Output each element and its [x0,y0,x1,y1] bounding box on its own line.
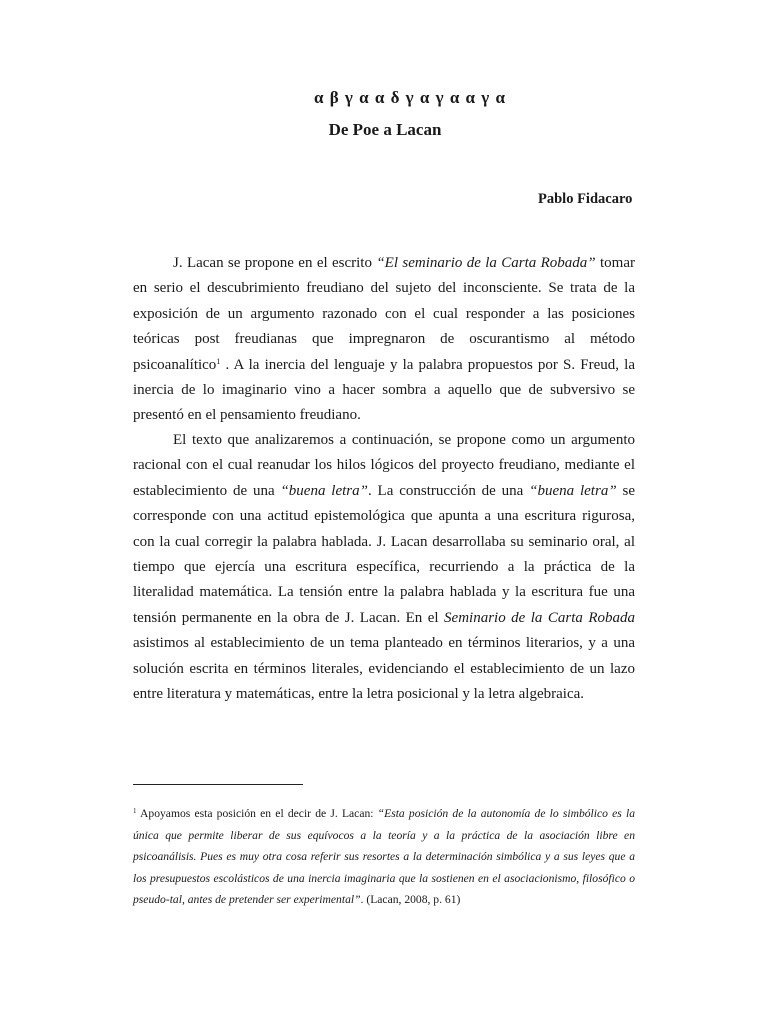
paragraph-2-text-c: se corresponde con una actitud epistemológica que apunta a una escritura rigurosa, con la cual corregir la palabra hablada. J. Lacan desarrollaba su seminario oral, al tiempo que ejercía una escritura específica, recurriendo a la práctica de la literalidad matemática. La tensión entre la palabra hablada y la escritura fue una tensión permanente en la obra de J. Lacan. En el [133,482,635,626]
footnote-text-a: Apoyamos esta posición en el decir de J. Lacan: [136,807,378,820]
paragraph-1-text-b: tomar en serio el descubrimiento freudiano del sujeto del inconsciente. Se trata de la exposición de un argumento razonado con el cual responder a las posiciones teóricas post freudianas que impregnaron de oscurantismo al método psicoanalítico [133,255,636,373]
paragraph-2-text-a: El texto que analizaremos a continuación, se propone como un argumento racional con el cual reanudar los hilos lógicos del proyecto freudiano, mediante el establecimiento de una [133,432,635,499]
footnote-citation: . (Lacan, 2008, p. 61) [360,893,461,906]
paragraph-1 [133,251,635,429]
paragraph-2-italic-buena-letra-1: “buena letra” [280,482,368,499]
footnote [133,803,635,911]
paragraph-2-italic-seminario: Seminario de la Carta Robada [444,609,636,626]
paragraph-1-text-a: J. Lacan se propone en el escrito [173,255,377,271]
footnote-number: 1 [133,807,137,815]
page-title: De Poe a Lacan [328,120,442,139]
paragraph-2-text-b: . La construcción de una [367,482,530,499]
paragraph-1-text-c: . A la inercia del lenguaje y la palabra propuestos por S. Freud, la inercia de lo imaginario vino a hacer sombra a aquello que de subversivo se presentó en el pensamiento freudiano. [133,356,635,424]
paragraph-2-text-d: asistimos al establecimiento de un tema planteado en términos literarios, y a una solución escrita en términos literales, evidenciando el establecimiento de un lazo entre literatura y matemáticas, entre la letra posicional y la letra algebraica. [133,635,635,703]
footnote-divider [133,784,303,785]
greek-letters-heading: α β γ α α δ γ α γ α α γ α [313,88,506,107]
paragraph-2-italic-buena-letra-2: “buena letra” [529,482,617,499]
paragraph-2 [133,428,635,707]
footnote-reference: 1 [216,356,221,366]
paragraph-1-italic-title: “El seminario de la Carta Robada” [376,255,596,271]
footnote-quote: “Esta posición de la autonomía de lo simbólico es la única que permite liberar de sus equívocos a la teoría y a la práctica de la asociación libre en psicoanálisis. Pues es muy otra cosa referir sus resortes a la determinación simbólica y a sus leyes que a los presupuestos escolásticos de una inercia imaginaria que la sostienen en el asociacionismo, filosófico o pseudo-tal, antes de pretender ser experimental” [133,807,635,906]
author-name: Pablo Fidacaro [538,191,633,207]
